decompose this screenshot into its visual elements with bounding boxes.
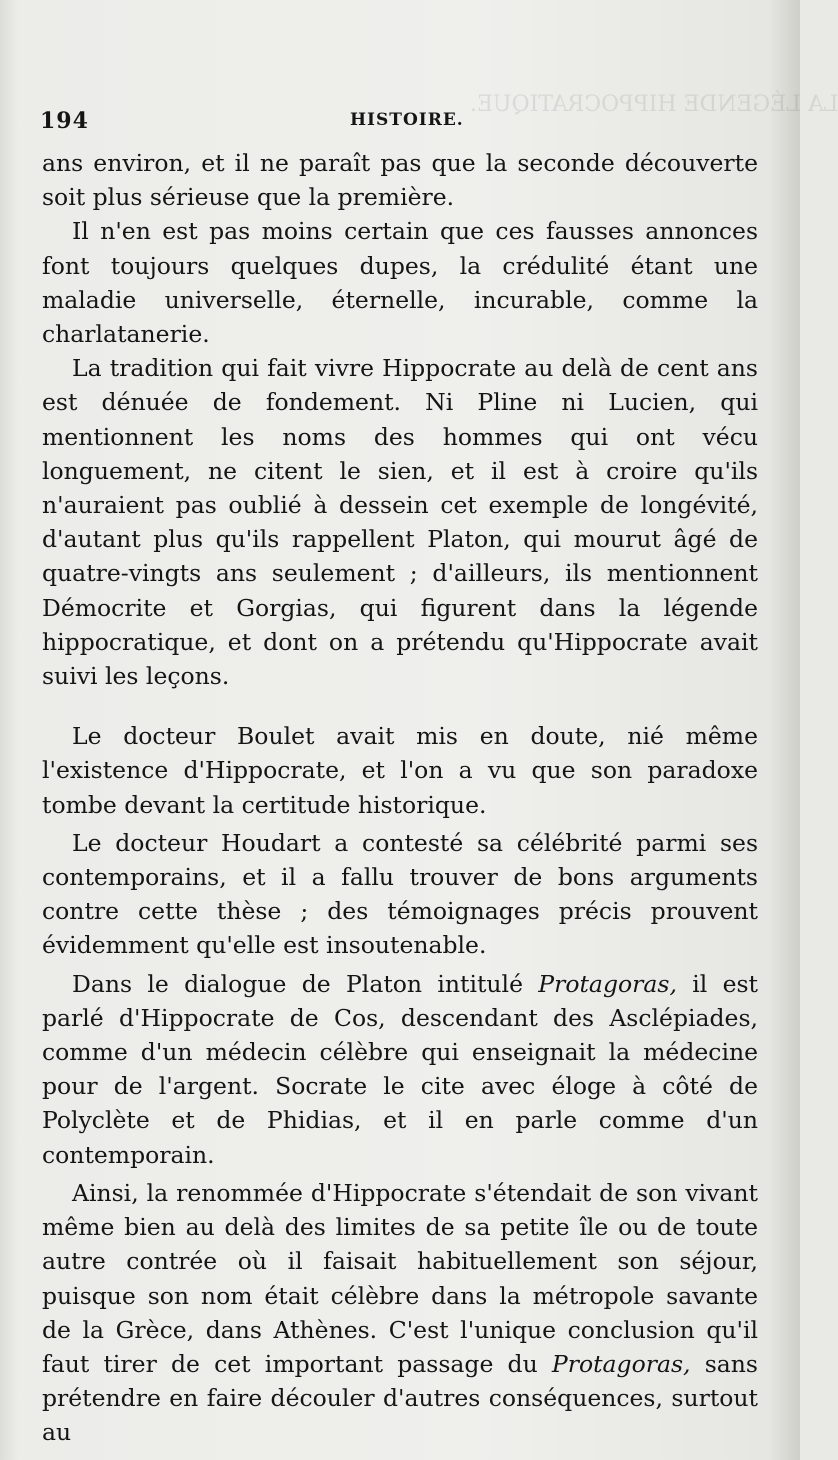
paragraph-protagoras [42, 967, 758, 1172]
paragraph-longevity-tradition: La tradition qui fait vivre Hippocrate au delà de cent ans est dénuée de fondement. Ni Pline ni Lucien, qui mentionnent les noms des hommes qui ont vécu longuement, ne citent le sien, et il est à croire qu'ils n'auraient pas oublié à dessein cet exemple de longévité, d'autant plus qu'ils rappellent Platon, qui mourut âgé de quatre-vingts ans seulement ; d'ailleurs, ils mentionnent Démocrite et Gorgias, qui figurent dans la légende hippocratique, et dont on a prétendu qu'Hippocrate avait suivi les leçons. [42, 354, 758, 691]
page-body [42, 146, 758, 1450]
paragraph-renown-after: sans prétendre en faire découler d'autres conséquences, surtout au [42, 1349, 758, 1447]
paragraph-continuation: ans environ, et il ne paraît pas que la seconde découverte soit plus sérieuse que la première. [42, 149, 758, 212]
show-through-decoration: LA LÉGENDE HIPPOCRATIQUE. [470, 92, 838, 117]
paragraph-protagoras-before: Dans le dialogue de Platon intitulé [72, 969, 539, 998]
paragraph-renown [42, 1176, 758, 1450]
paragraph-protagoras-after: il est parlé d'Hippocrate de Cos, descendant des Asclépiades, comme d'un médecin célèbre qui enseignait la médecine pour de l'argent. Socrate le cite avec éloge à côté de Polyclète et de Phidias, et il en parle comme d'un contemporain. [42, 969, 758, 1169]
paragraph-renown-before: Ainsi, la renommée d'Hippocrate s'étendait de son vivant même bien au delà des limites de sa petite île ou de toute autre contrée où il faisait habituellement son séjour, puisque son nom était célèbre dans la métropole savante de la Grèce, dans Athènes. C'est l'unique conclusion qu'il faut tirer de cet important passage du [42, 1178, 758, 1378]
running-header [40, 104, 760, 134]
paragraph-false-announcements: Il n'en est pas moins certain que ces fausses annonces font toujours quelques dupes, la crédulité étant une maladie universelle, éternelle, incurable, comme la charlatanerie. [42, 217, 758, 349]
running-title: HISTOIRE. [350, 110, 464, 130]
protagoras-title-italic-2: Protagoras, [551, 1349, 691, 1378]
paragraph-houdart: Le docteur Houdart a contesté sa célébrité parmi ses contemporains, et il a fallu trouver de bons arguments contre cette thèse ; des témoignages précis prouvent évidemment qu'elle est insoutenable. [42, 828, 758, 960]
protagoras-title-italic: Protagoras, [538, 969, 677, 998]
paragraph-boulet: Le docteur Boulet avait mis en doute, nié même l'existence d'Hippocrate, et l'on a vu que son paradoxe tombe devant la certitude historique. [42, 722, 758, 819]
page-number: 194 [40, 108, 89, 134]
